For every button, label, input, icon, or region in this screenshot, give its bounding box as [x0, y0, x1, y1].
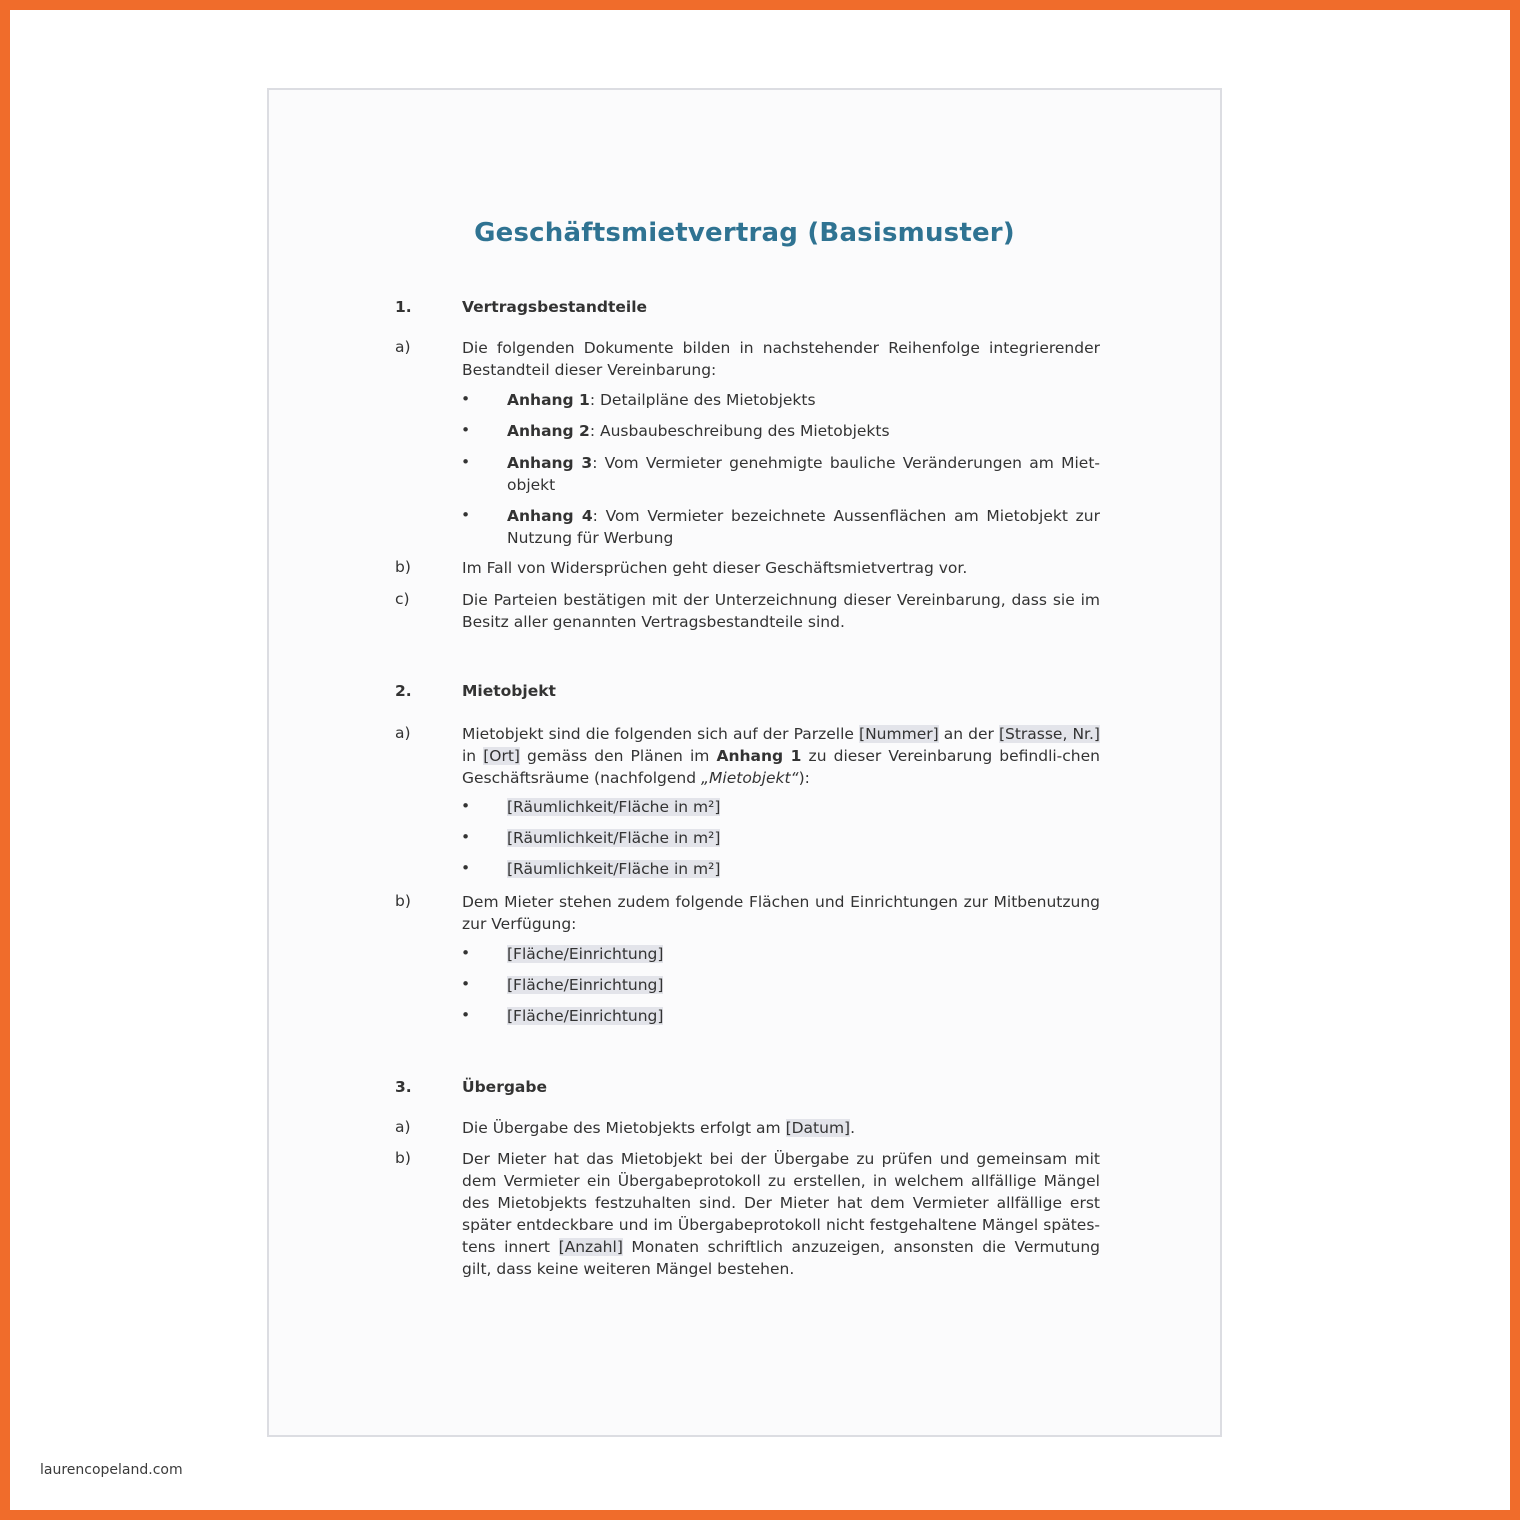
placeholder-field: [Räumlichkeit/Fläche in m²]	[507, 860, 721, 878]
placeholder-field: [Anzahl]	[558, 1238, 623, 1256]
placeholder-field: [Nummer]	[859, 725, 939, 743]
list-item: Anhang 2: Ausbaubeschreibung des Mietobjekts	[507, 422, 890, 440]
placeholder-field: [Fläche/Einrichtung]	[507, 976, 664, 994]
bullet-icon: •	[461, 859, 471, 877]
list-item	[507, 827, 1100, 849]
section-number: 1.	[395, 298, 412, 316]
bullet-icon: •	[461, 1006, 471, 1024]
list-item	[507, 974, 1100, 996]
list-item: Anhang 1: Detailpläne des Mietobjekts	[507, 391, 816, 409]
placeholder-field: [Fläche/Einrichtung]	[507, 1007, 664, 1025]
section-number: 2.	[395, 682, 412, 700]
bullet-icon: •	[461, 975, 471, 993]
paragraph: Dem Mieter stehen zudem folgende Flächen und Einrichtungen zur Mitbenutzung zur Verfügung:	[462, 893, 1100, 933]
item-label: b)	[395, 1149, 411, 1167]
placeholder-field: [Fläche/Einrichtung]	[507, 945, 664, 963]
paragraph: Der Mieter hat das Mietobjekt bei der Übergabe zu prüfen und gemeinsam mit dem Vermieter ein Übergabeprotokoll zu erstellen, in welchem allfällige Mängel des Mietobjekts festzuhalten sind. Der Mieter hat dem Vermieter allfällige erst später entdeckbare und im Übergabeprotokoll nicht festgehaltene Mängel spätes-tens innert [Anzahl] Monaten schriftlich anzuzeigen, ansonsten die Vermutung gilt, dass keine weiteren Mängel bestehen.	[462, 1150, 1100, 1278]
item-label: c)	[395, 590, 410, 608]
item-label: a)	[395, 724, 411, 742]
bullet-icon: •	[461, 944, 471, 962]
item-label: b)	[395, 558, 411, 576]
paragraph: Im Fall von Widersprüchen geht dieser Geschäftsmietvertrag vor.	[462, 559, 968, 577]
bullet-icon: •	[461, 828, 471, 846]
list-item	[507, 796, 1100, 818]
list-item: Anhang 3: Vom Vermieter genehmigte bauliche Veränderungen am Miet-objekt	[507, 454, 1101, 494]
item-label: a)	[395, 338, 411, 356]
placeholder-field: [Datum]	[785, 1119, 851, 1137]
placeholder-field: [Räumlichkeit/Fläche in m²]	[507, 798, 721, 816]
placeholder-field: [Ort]	[483, 747, 520, 765]
section-number: 3.	[395, 1078, 412, 1096]
paragraph: Die Übergabe des Mietobjekts erfolgt am [Datum].	[462, 1119, 856, 1137]
list-item	[507, 943, 1100, 965]
section-title: Übergabe	[462, 1078, 548, 1096]
bullet-icon: •	[461, 421, 471, 439]
bullet-icon: •	[461, 797, 471, 815]
placeholder-field: [Räumlichkeit/Fläche in m²]	[507, 829, 721, 847]
bullet-icon: •	[461, 390, 471, 408]
bullet-icon: •	[461, 453, 471, 471]
list-item: Anhang 4: Vom Vermieter bezeichnete Aussenflächen am Mietobjekt zur Nutzung für Werbung	[507, 507, 1100, 547]
list-item	[507, 1005, 1100, 1027]
bullet-icon: •	[461, 506, 471, 524]
paragraph: Die Parteien bestätigen mit der Unterzeichnung dieser Vereinbarung, dass sie im Besitz aller genannten Vertragsbestandteile sind.	[462, 591, 1100, 631]
watermark-text: laurencopeland.com	[40, 1462, 183, 1478]
section-title: Mietobjekt	[462, 682, 556, 700]
placeholder-field: [Strasse, Nr.]	[998, 725, 1100, 743]
list-item	[507, 858, 1100, 880]
paragraph: Mietobjekt sind die folgenden sich auf der Parzelle [Nummer] an der [Strasse, Nr.] in [Ort] gemäss den Plänen im Anhang 1 zu dieser Vereinbarung befindli-chen Geschäftsräume (nachfolgend „Mietobjekt“):	[462, 725, 1100, 787]
item-label: a)	[395, 1118, 411, 1136]
paragraph: Die folgenden Dokumente bilden in nachstehender Reihenfolge integrierender Bestandteil dieser Vereinbarung:	[462, 339, 1100, 379]
document-page	[267, 88, 1222, 1437]
item-label: b)	[395, 892, 411, 910]
document-title: Geschäftsmietvertrag (Basismuster)	[474, 218, 1015, 248]
section-title: Vertragsbestandteile	[462, 298, 648, 316]
